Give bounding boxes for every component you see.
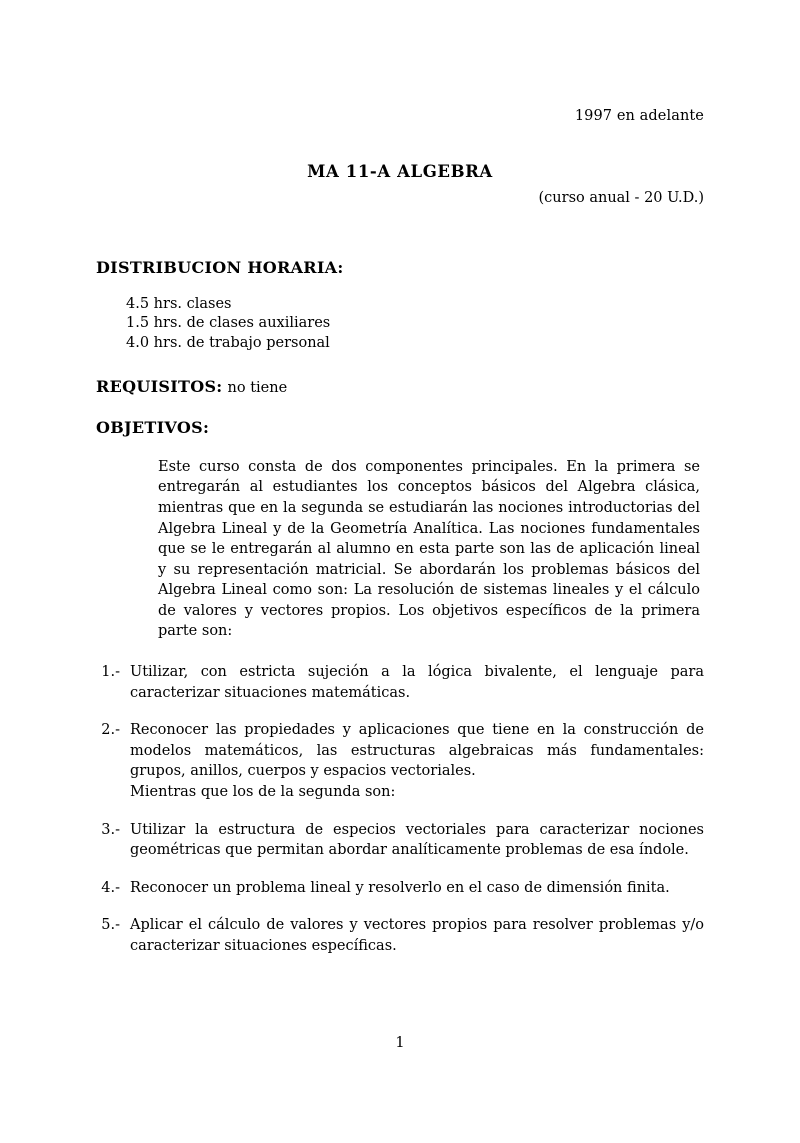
list-item-text: Aplicar el cálculo de valores y vectores propios para resolver problemas y/o caracterizar situaciones específicas.	[130, 917, 704, 954]
requisitos-heading: REQUISITOS:	[96, 376, 223, 396]
list-item-text: Utilizar la estructura de especios vectoriales para caracterizar nociones geométricas que permitan abordar analíticamente problemas de esa índole.	[130, 821, 704, 859]
title-row	[96, 162, 704, 181]
hours-list	[126, 295, 704, 353]
list-item-text: Reconocer un problema lineal y resolverlo en el caso de dimensión finita.	[130, 879, 670, 896]
list-item	[96, 662, 704, 703]
list-item	[96, 915, 704, 956]
page-title: MA 11-A ALGEBRA	[307, 162, 493, 181]
list-item-number: 5.-	[101, 917, 120, 934]
requisitos-value: no tiene	[227, 379, 288, 396]
objetivos-list	[96, 662, 704, 956]
document-page	[0, 108, 800, 1143]
page-number: 1	[395, 1035, 405, 1051]
objetivos-intro-paragraph: Este curso consta de dos componentes principales. En la primera se entregarán al estudiantes los conceptos básicos del Algebra clásica, mientras que en la segunda se estudiarán las nociones introductorias del Algebra Lineal y de la Geometría Analítica. Las nociones fundamentales que se le entregarán al alumno en esta parte son las de aplicación lineal y su representación matricial. Se abordarán los problemas básicos del Algebra Lineal como son: La resolución de sistemas lineales y el cálculo de valores y vectores propios. Los objetivos específicos de la primera parte son:	[158, 458, 700, 640]
list-item-extra: Mientras que los de la segunda son:	[130, 783, 396, 800]
list-item: 1.5 hrs. de clases auxiliares	[126, 315, 331, 332]
list-item-number: 1.-	[101, 664, 120, 681]
header-date: 1997 en adelante	[574, 108, 704, 124]
list-item-text	[130, 720, 704, 802]
list-item: 4.0 hrs. de trabajo personal	[126, 334, 330, 351]
list-item-body: Reconocer las propiedades y aplicaciones que tiene en la construcción de modelos matemáticos, las estructuras algebraicas más fundamentales: grupos, anillos, cuerpos y espacios vectoriales.	[130, 722, 704, 780]
list-item	[96, 878, 704, 899]
list-item-number: 2.-	[101, 722, 120, 739]
list-item-number: 4.-	[101, 879, 120, 896]
section-objetivos	[96, 418, 704, 957]
list-item	[96, 820, 704, 861]
section-requisitos	[96, 377, 704, 396]
list-item-number: 3.-	[101, 821, 120, 838]
distribucion-heading: DISTRIBUCION HORARIA:	[96, 258, 344, 277]
course-subtitle: (curso anual - 20 U.D.)	[538, 190, 704, 206]
list-item-text: Utilizar, con estricta sujeción a la lógica bivalente, el lenguaje para caracterizar situaciones matemáticas.	[130, 664, 704, 701]
list-item	[96, 720, 704, 802]
objetivos-heading: OBJETIVOS:	[96, 417, 210, 437]
list-item: 4.5 hrs. clases	[126, 296, 232, 312]
section-distribucion-horaria	[96, 258, 704, 353]
